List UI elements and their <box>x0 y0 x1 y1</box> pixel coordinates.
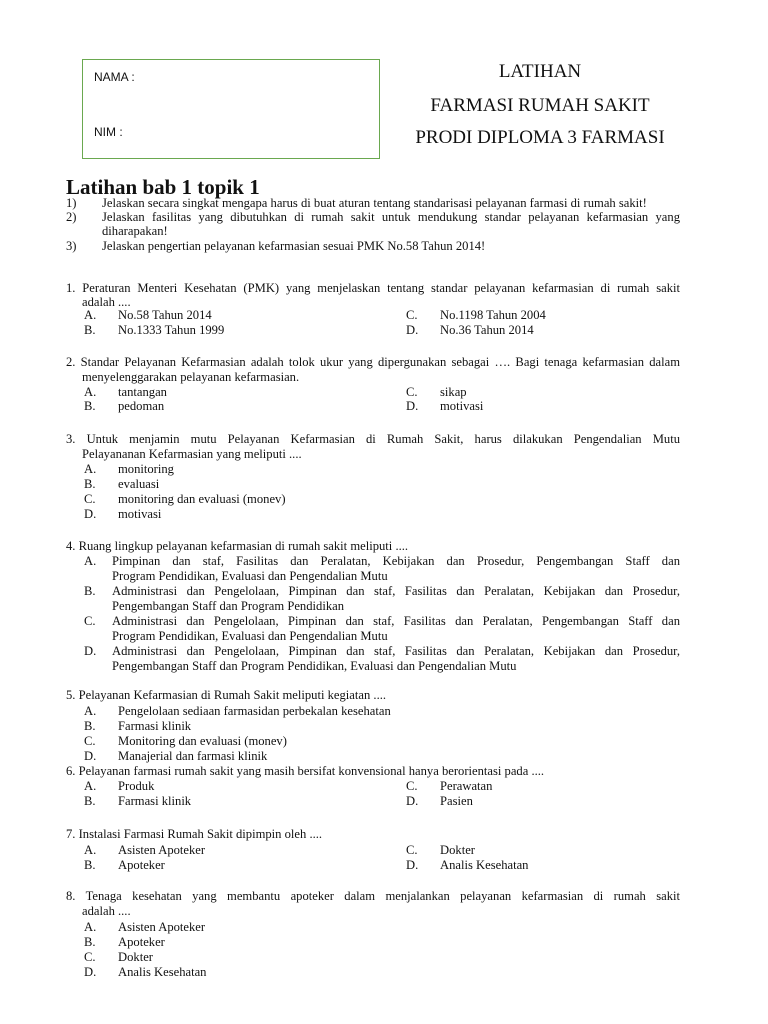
question-stem-line: 1. Peraturan Menteri Kesehatan (PMK) yang menjelaskan tentang standar pelayanan kefarmasian di rumah sakit <box>66 281 680 295</box>
option-letter: A. <box>84 779 97 793</box>
essay-number: 2) <box>66 210 77 224</box>
header-title-line-2: FARMASI RUMAH SAKIT <box>430 95 650 116</box>
option-text: Program Pendidikan, Evaluasi dan Pengendalian Mutu <box>112 569 388 583</box>
option-letter: C. <box>84 734 96 748</box>
option-text: No.1333 Tahun 1999 <box>118 323 225 337</box>
question-stem-line: adalah .... <box>82 295 131 309</box>
option-letter: A. <box>84 308 97 322</box>
question-stem-line: adalah .... <box>82 904 131 918</box>
option-letter: A. <box>84 385 97 399</box>
option-letter: B. <box>84 323 96 337</box>
question-4-stem <box>66 539 680 554</box>
question-3-stem <box>66 432 680 447</box>
option-text: evaluasi <box>118 477 160 491</box>
question-5-stem <box>66 688 680 703</box>
essay-text: Jelaskan secara singkat mengapa harus di buat aturan tentang standarisasi pelayanan farmasi di rumah sakit! <box>102 196 647 210</box>
option-text: Apoteker <box>118 858 165 872</box>
option-letter: D. <box>84 507 97 521</box>
option-letter: A. <box>84 704 97 718</box>
option-text: Manajerial dan farmasi klinik <box>118 749 268 763</box>
option-text: Dokter <box>118 950 153 964</box>
option-text: No.1198 Tahun 2004 <box>440 308 546 322</box>
option-text: Monitoring dan evaluasi (monev) <box>118 734 287 748</box>
option-text: Pengembangan Staff dan Program Pendidikan, Evaluasi dan Pengendalian Mutu <box>112 659 517 673</box>
option-letter: B. <box>84 794 96 808</box>
option-text: No.36 Tahun 2014 <box>440 323 534 337</box>
question-stem-line: 6. Pelayanan farmasi rumah sakit yang masih bersifat konvensional hanya berorientasi pada .... <box>66 764 545 778</box>
question-2-stem-cont <box>66 370 680 385</box>
essay-text: Jelaskan fasilitas yang dibutuhkan di rumah sakit untuk mendukung standar pelayanan kefarmasian yang <box>102 210 680 224</box>
option-letter: C. <box>406 843 418 857</box>
question-stem-line: Pelayananan Kefarmasian yang meliputi .... <box>82 447 302 461</box>
option-letter: D. <box>84 965 97 979</box>
question-stem-line: 5. Pelayanan Kefarmasian di Rumah Sakit meliputi kegiatan .... <box>66 688 387 702</box>
option-text: Pasien <box>440 794 473 808</box>
option-text: Farmasi klinik <box>118 794 192 808</box>
question-8-stem-cont <box>66 904 680 919</box>
option-text: Pengelolaan sediaan farmasidan perbekalan kesehatan <box>118 704 391 718</box>
option-text: Administrasi dan Pengelolaan, Pimpinan dan staf, Fasilitas dan Peralatan, Kebijakan dan Prosedur, <box>112 644 680 658</box>
section-title: Latihan bab 1 topik 1 <box>66 175 260 199</box>
option-text: monitoring <box>118 462 174 476</box>
option-text: Produk <box>118 779 155 793</box>
option-letter: A. <box>84 843 97 857</box>
option-letter: D. <box>406 399 419 413</box>
question-6-stem <box>66 764 680 779</box>
question-2-stem <box>66 355 680 370</box>
nim-label: NIM : <box>94 125 123 139</box>
option-letter: C. <box>84 614 96 628</box>
option-letter: B. <box>84 935 96 949</box>
option-letter: C. <box>406 779 418 793</box>
option-letter: C. <box>84 492 96 506</box>
nama-label: NAMA : <box>94 70 135 84</box>
option-text: sikap <box>440 385 467 399</box>
question-stem-line: menyelenggarakan pelayanan kefarmasian. <box>82 370 300 384</box>
option-letter: D. <box>406 858 419 872</box>
option-letter: D. <box>406 323 419 337</box>
option-text: No.58 Tahun 2014 <box>118 308 212 322</box>
option-text: Farmasi klinik <box>118 719 192 733</box>
question-1-stem <box>66 281 680 296</box>
option-text: Asisten Apoteker <box>118 920 206 934</box>
option-text: Analis Kesehatan <box>440 858 529 872</box>
option-text: motivasi <box>440 399 484 413</box>
header-title-line-1: LATIHAN <box>498 61 582 82</box>
question-stem-line: 7. Instalasi Farmasi Rumah Sakit dipimpin oleh .... <box>66 827 323 841</box>
option-text: Administrasi dan Pengelolaan, Pimpinan dan staf, Fasilitas dan Peralatan, Kebijakan dan Prosedur, <box>112 584 680 598</box>
essay-number: 3) <box>66 239 77 253</box>
question-3-stem-cont <box>66 447 680 462</box>
option-text: tantangan <box>118 385 167 399</box>
question-stem-line: 2. Standar Pelayanan Kefarmasian adalah tolok ukur yang dipergunakan sebagai …. Bagi tenaga kefarmasian dalam <box>66 355 680 369</box>
essay-number: 1) <box>66 196 77 210</box>
option-letter: B. <box>84 477 96 491</box>
question-7-stem <box>66 827 680 842</box>
option-text: Perawatan <box>440 779 493 793</box>
option-letter: C. <box>406 308 418 322</box>
option-letter: B. <box>84 584 96 598</box>
option-letter: D. <box>84 749 97 763</box>
question-stem-line: 3. Untuk menjamin mutu Pelayanan Kefarmasian di Rumah Sakit, harus dilakukan Pengendalian Mutu <box>66 432 680 446</box>
question-stem-line: 8. Tenaga kesehatan yang membantu apoteker dalam menjalankan pelayanan kefarmasian di rumah sakit <box>66 889 680 903</box>
option-text: Asisten Apoteker <box>118 843 206 857</box>
option-text: Analis Kesehatan <box>118 965 207 979</box>
option-text: pedoman <box>118 399 165 413</box>
option-letter: A. <box>84 462 97 476</box>
option-text: Pimpinan dan staf, Fasilitas dan Peralatan, Kebijakan dan Prosedur, Pengembangan Staff dan <box>112 554 680 568</box>
essay-text: Jelaskan pengertian pelayanan kefarmasian sesuai PMK No.58 Tahun 2014! <box>102 239 486 253</box>
option-letter: C. <box>406 385 418 399</box>
option-letter: A. <box>84 920 97 934</box>
option-letter: D. <box>406 794 419 808</box>
option-text: Apoteker <box>118 935 165 949</box>
option-text: motivasi <box>118 507 162 521</box>
option-letter: C. <box>84 950 96 964</box>
option-text: Dokter <box>440 843 475 857</box>
option-letter: D. <box>84 644 97 658</box>
option-letter: B. <box>84 399 96 413</box>
option-text: Pengembangan Staff dan Program Pendidikan <box>112 599 345 613</box>
option-letter: A. <box>84 554 97 568</box>
question-8-stem <box>66 889 680 904</box>
option-text: Program Pendidikan, Evaluasi dan Pengendalian Mutu <box>112 629 388 643</box>
header-title-line-3: PRODI DIPLOMA 3 FARMASI <box>415 127 665 148</box>
option-letter: B. <box>84 719 96 733</box>
option-letter: B. <box>84 858 96 872</box>
essay-text: diharapakan! <box>102 224 168 238</box>
option-text: monitoring dan evaluasi (monev) <box>118 492 286 506</box>
question-stem-line: 4. Ruang lingkup pelayanan kefarmasian di rumah sakit meliputi .... <box>66 539 409 553</box>
option-text: Administrasi dan Pengelolaan, Pimpinan dan staf, Fasilitas dan Peralatan, Pengembangan Staff dan <box>112 614 680 628</box>
